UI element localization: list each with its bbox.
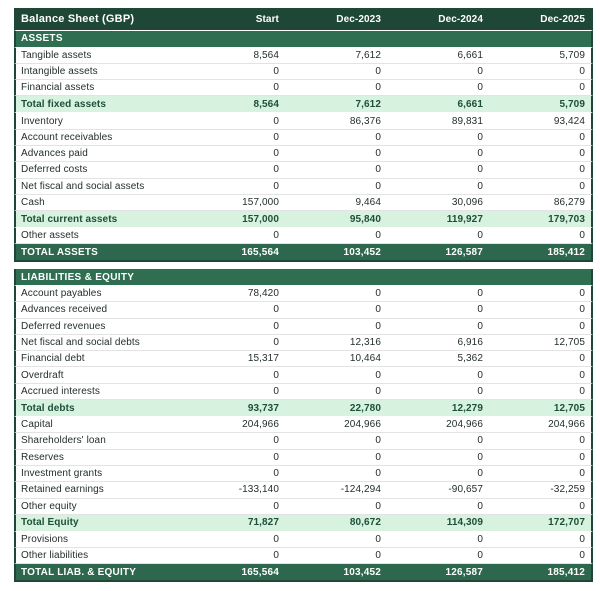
row-label: Retained earnings (21, 484, 104, 496)
table-row (14, 31, 593, 48)
cell-value: 0 (477, 500, 483, 512)
table-row (14, 302, 593, 318)
cell-value: 0 (273, 435, 279, 447)
cell-value: 0 (375, 369, 381, 381)
table-row (14, 482, 593, 498)
cell-value: 0 (375, 500, 381, 512)
cell-value: 0 (375, 435, 381, 447)
cell-value: 0 (375, 288, 381, 300)
row-label: Tangible assets (21, 49, 92, 61)
row-label: Shareholders' loan (21, 435, 106, 447)
cell-value: 0 (477, 468, 483, 480)
row-label: Account payables (21, 288, 102, 300)
cell-value: 103,452 (343, 246, 381, 258)
cell-value: 0 (477, 304, 483, 316)
table-row (14, 351, 593, 367)
table-row (14, 548, 593, 564)
row-label: Capital (21, 419, 53, 431)
cell-value: 86,279 (553, 197, 585, 209)
cell-value: 0 (375, 320, 381, 332)
row-label: Other liabilities (21, 550, 89, 562)
cell-value: 0 (579, 82, 585, 94)
cell-value: -133,140 (238, 484, 279, 496)
cell-value: 0 (375, 65, 381, 77)
cell-value: 165,564 (241, 566, 279, 578)
cell-value: 0 (273, 320, 279, 332)
cell-value: 12,279 (451, 402, 483, 414)
cell-value: 6,916 (457, 337, 483, 348)
cell-value: 204,966 (446, 419, 483, 431)
cell-value: -124,294 (340, 484, 381, 496)
cell-value: 30,096 (451, 197, 483, 209)
cell-value: 7,612 (355, 49, 381, 61)
table-row (14, 146, 593, 162)
cell-value: 0 (273, 304, 279, 316)
row-label: Total current assets (21, 213, 118, 225)
cell-value: 0 (273, 131, 279, 143)
cell-value: 0 (579, 148, 585, 160)
row-label: Reserves (21, 451, 65, 463)
cell-value: 0 (375, 550, 381, 562)
table-row (14, 64, 593, 80)
table-row (14, 211, 593, 228)
cell-value: 22,780 (349, 402, 381, 414)
cell-value: 0 (477, 180, 483, 192)
cell-value: 12,705 (553, 337, 585, 348)
cell-value: 0 (579, 500, 585, 512)
table-row (14, 532, 593, 548)
row-label: Total debts (21, 402, 75, 414)
row-label: Other assets (21, 230, 79, 242)
table-row (14, 335, 593, 351)
cell-value: 0 (273, 148, 279, 160)
column-header-dec-2024: Dec-2024 (438, 13, 483, 25)
table-row (14, 499, 593, 515)
cell-value: 0 (579, 353, 585, 365)
cell-value: 0 (477, 435, 483, 447)
table-row (14, 384, 593, 400)
cell-value: 0 (375, 230, 381, 242)
cell-value: 0 (579, 369, 585, 381)
cell-value: 0 (273, 65, 279, 77)
cell-value: 6,661 (457, 49, 483, 61)
table-row (14, 286, 593, 302)
row-label: Deferred revenues (21, 320, 106, 332)
row-label: Financial assets (21, 82, 95, 94)
row-label: Provisions (21, 533, 69, 545)
cell-value: 0 (477, 385, 483, 397)
cell-value: 0 (579, 288, 585, 300)
cell-value: 0 (375, 468, 381, 480)
cell-value: 0 (579, 304, 585, 316)
cell-value: 0 (477, 65, 483, 77)
cell-value: 0 (579, 131, 585, 143)
cell-value: 0 (477, 320, 483, 332)
cell-value: 0 (579, 230, 585, 242)
cell-value: 9,464 (355, 197, 381, 209)
cell-value: 93,737 (247, 402, 279, 414)
column-header-start: Start (255, 13, 279, 25)
cell-value: 126,587 (445, 566, 483, 578)
cell-value: 0 (477, 148, 483, 160)
cell-value: 0 (579, 320, 585, 332)
row-label: Advances paid (21, 148, 88, 160)
cell-value: 0 (477, 230, 483, 242)
row-label: Accrued interests (21, 385, 100, 397)
cell-value: 0 (273, 82, 279, 94)
row-label: TOTAL LIAB. & EQUITY (21, 566, 137, 578)
table-row (14, 80, 593, 96)
cell-value: 172,707 (548, 517, 585, 529)
table-row (14, 400, 593, 417)
cell-value: 0 (579, 468, 585, 480)
cell-value: 78,420 (247, 288, 279, 300)
cell-value: 0 (579, 451, 585, 463)
cell-value: 0 (375, 304, 381, 316)
cell-value: 179,703 (548, 213, 585, 225)
cell-value: 15,317 (247, 353, 279, 365)
cell-value: -32,259 (550, 484, 585, 496)
cell-value: 5,362 (457, 353, 483, 365)
row-label: Intangible assets (21, 65, 98, 77)
cell-value: 0 (273, 164, 279, 176)
cell-value: 165,564 (241, 246, 279, 258)
table-row (14, 319, 593, 335)
cell-value: 0 (579, 164, 585, 176)
cell-value: 93,424 (553, 115, 585, 127)
table-row (14, 113, 593, 129)
cell-value: 114,309 (446, 517, 483, 529)
row-label: Cash (21, 197, 45, 209)
cell-value: 71,827 (247, 517, 279, 529)
cell-value: 0 (375, 451, 381, 463)
table-header-row (14, 8, 593, 31)
row-label: Net fiscal and social debts (21, 337, 140, 348)
table-row (14, 269, 593, 286)
row-label: Total Equity (21, 517, 79, 529)
cell-value: 8,564 (253, 49, 279, 61)
spacer-row (14, 262, 593, 269)
row-label: Account receivables (21, 131, 113, 143)
cell-value: 0 (579, 550, 585, 562)
table-row (14, 162, 593, 178)
cell-value: 0 (375, 164, 381, 176)
cell-value: 0 (273, 451, 279, 463)
table-body (14, 31, 593, 582)
cell-value: 157,000 (242, 213, 279, 225)
cell-value: 0 (375, 533, 381, 545)
cell-value: 0 (273, 468, 279, 480)
cell-value: 204,966 (242, 419, 279, 431)
cell-value: 103,452 (343, 566, 381, 578)
cell-value: 157,000 (242, 197, 279, 209)
table-row (14, 564, 593, 582)
row-label: Investment grants (21, 468, 103, 480)
table-row (14, 179, 593, 195)
cell-value: 0 (273, 550, 279, 562)
cell-value: 0 (273, 115, 279, 127)
cell-value: 0 (375, 385, 381, 397)
cell-value: 0 (477, 369, 483, 381)
table-row (14, 515, 593, 532)
cell-value: 0 (273, 385, 279, 397)
cell-value: 0 (477, 288, 483, 300)
table-row (14, 228, 593, 244)
table-row (14, 244, 593, 262)
cell-value: 95,840 (349, 213, 381, 225)
table-row (14, 48, 593, 64)
cell-value: 8,564 (253, 98, 279, 110)
row-label: Financial debt (21, 353, 85, 365)
row-label: LIABILITIES & EQUITY (21, 271, 135, 283)
cell-value: 0 (579, 180, 585, 192)
table-row (14, 96, 593, 113)
table-title: Balance Sheet (GBP) (21, 13, 135, 25)
cell-value: 10,464 (349, 353, 381, 365)
cell-value: 126,587 (445, 246, 483, 258)
cell-value: 204,966 (548, 419, 585, 431)
table-row (14, 466, 593, 482)
row-label: Advances received (21, 304, 108, 316)
cell-value: 12,316 (349, 337, 381, 348)
table-row (14, 450, 593, 466)
cell-value: 5,709 (559, 49, 585, 61)
cell-value: -90,657 (448, 484, 483, 496)
cell-value: 0 (273, 230, 279, 242)
cell-value: 119,927 (446, 213, 483, 225)
cell-value: 204,966 (344, 419, 381, 431)
cell-value: 0 (477, 131, 483, 143)
table-row (14, 433, 593, 449)
row-label: Net fiscal and social assets (21, 180, 145, 192)
cell-value: 0 (579, 533, 585, 545)
row-label: Deferred costs (21, 164, 88, 176)
cell-value: 0 (579, 65, 585, 77)
cell-value: 0 (273, 180, 279, 192)
cell-value: 0 (375, 82, 381, 94)
row-label: Inventory (21, 115, 64, 127)
cell-value: 0 (375, 180, 381, 192)
cell-value: 86,376 (349, 115, 381, 127)
table-row (14, 130, 593, 146)
cell-value: 5,709 (559, 98, 585, 110)
column-header-dec-2025: Dec-2025 (540, 13, 585, 25)
cell-value: 0 (579, 385, 585, 397)
cell-value: 0 (273, 500, 279, 512)
cell-value: 12,705 (553, 402, 585, 414)
row-label: Total fixed assets (21, 98, 106, 110)
cell-value: 0 (477, 533, 483, 545)
cell-value: 6,661 (457, 98, 483, 110)
cell-value: 80,672 (349, 517, 381, 529)
table-row (14, 417, 593, 433)
cell-value: 89,831 (451, 115, 483, 127)
cell-value: 185,412 (547, 246, 585, 258)
cell-value: 185,412 (547, 566, 585, 578)
cell-value: 0 (477, 164, 483, 176)
row-label: Other equity (21, 500, 77, 512)
cell-value: 0 (579, 435, 585, 447)
row-label: ASSETS (21, 33, 63, 45)
cell-value: 0 (375, 131, 381, 143)
cell-value: 0 (273, 369, 279, 381)
cell-value: 0 (477, 451, 483, 463)
cell-value: 0 (273, 337, 279, 348)
cell-value: 0 (477, 82, 483, 94)
table-row (14, 367, 593, 383)
cell-value: 0 (273, 533, 279, 545)
row-label: TOTAL ASSETS (21, 246, 99, 258)
cell-value: 7,612 (355, 98, 381, 110)
column-header-dec-2023: Dec-2023 (336, 13, 381, 25)
balance-sheet-table (14, 8, 593, 582)
cell-value: 0 (477, 550, 483, 562)
table-row (14, 195, 593, 211)
cell-value: 0 (375, 148, 381, 160)
row-label: Overdraft (21, 369, 64, 381)
